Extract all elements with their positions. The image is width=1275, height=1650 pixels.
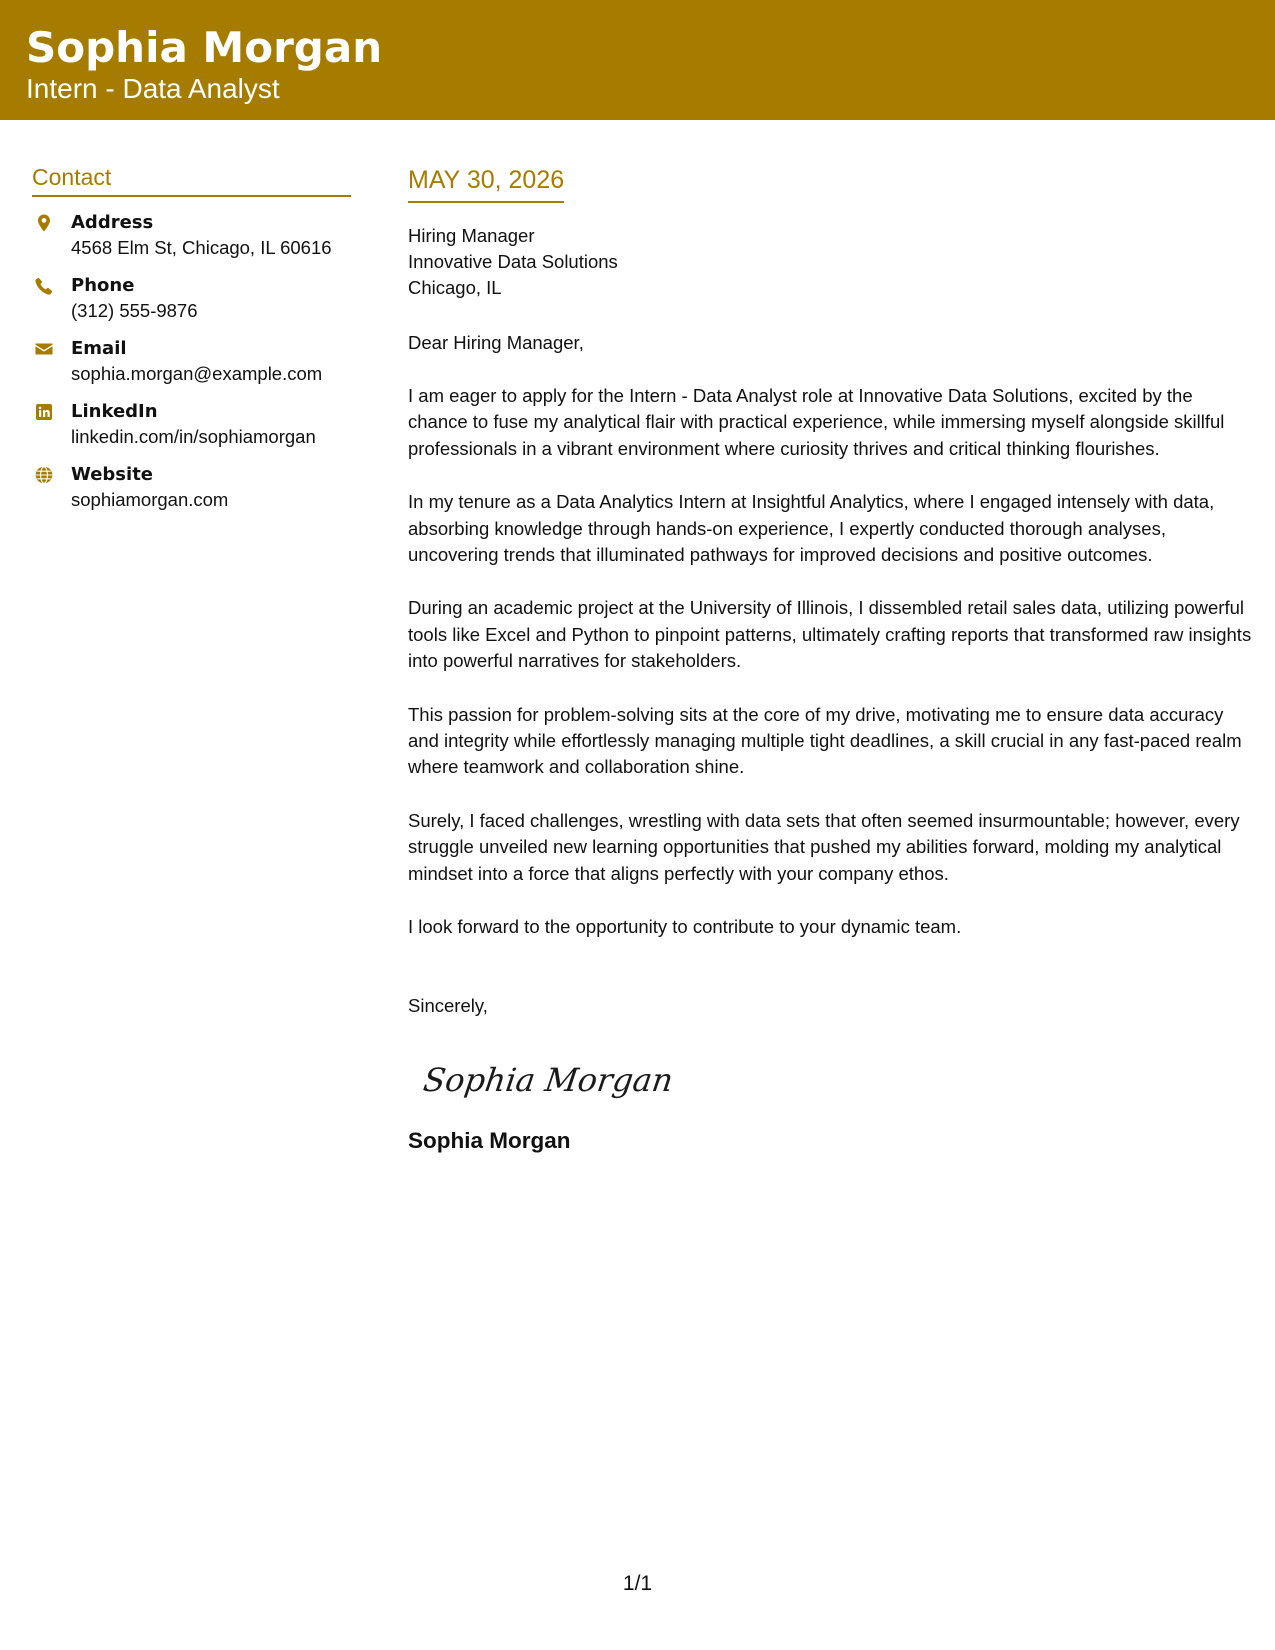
contact-value-website: sophiamorgan.com xyxy=(71,489,229,510)
letter-paragraph: Surely, I faced challenges, wrestling with data sets that often seemed insurmountable; however, every struggle unveiled new learning opportunities that pushed my abilities forward, molding my analytical mindset into a force that aligns perfectly with your company ethos. xyxy=(408,809,1240,884)
contact-item-address xyxy=(32,210,352,273)
contact-label-linkedin: LinkedIn xyxy=(71,401,158,422)
handwritten-signature xyxy=(418,1049,678,1109)
recipient-line: Hiring Manager xyxy=(408,225,535,246)
contact-item-linkedin xyxy=(32,399,352,462)
letter-paragraph: During an academic project at the University of Illinois, I dissembled retail sales data, utilizing powerful tools like Excel and Python to pinpoint patterns, ultimately crafting reports that transformed raw insights into powerful narratives for stakeholders. xyxy=(408,597,1252,672)
signer-name: Sophia Morgan xyxy=(408,1127,571,1153)
contact-value-linkedin: linkedin.com/in/sophiamorgan xyxy=(71,426,316,447)
contact-heading: Contact xyxy=(32,162,351,197)
contact-label-website: Website xyxy=(71,464,154,485)
signature-text: Sophia Morgan xyxy=(420,1060,676,1099)
map-pin-icon xyxy=(34,213,54,233)
contact-item-website xyxy=(32,462,352,525)
globe-icon xyxy=(34,465,54,485)
recipient-line: Innovative Data Solutions xyxy=(408,251,618,272)
recipient-line: Chicago, IL xyxy=(408,277,502,298)
contact-sidebar xyxy=(32,162,352,525)
closing: Sincerely, xyxy=(408,994,488,1016)
contact-item-email xyxy=(32,336,352,399)
letter-date: MAY 30, 2026 xyxy=(408,166,565,194)
letter-header xyxy=(0,0,1275,120)
salutation: Dear Hiring Manager, xyxy=(408,332,584,353)
contact-item-phone xyxy=(32,273,352,336)
letter-paragraph: In my tenure as a Data Analytics Intern at Insightful Analytics, where I engaged intensely with data, absorbing knowledge through hands-on experience, I expertly conducted thorough analyses, uncovering trends that illuminated pathways for improved decisions and positive outcomes. xyxy=(408,491,1215,566)
letter-paragraph: I look forward to the opportunity to contribute to your dynamic team. xyxy=(408,916,962,938)
letter-paragraph: I am eager to apply for the Intern - Data Analyst role at Innovative Data Solutions, excited by the chance to fuse my analytical flair with practical experience, while immersing myself alongside skillful professionals in a vibrant environment where curiosity thrives and critical thinking flourishes. xyxy=(408,385,1225,459)
applicant-name: Sophia Morgan xyxy=(26,23,383,72)
contact-list xyxy=(32,210,352,525)
contact-value-address: 4568 Elm St, Chicago, IL 60616 xyxy=(71,237,332,258)
envelope-icon xyxy=(34,339,54,359)
linkedin-icon xyxy=(34,402,54,422)
recipient-block xyxy=(408,223,1253,301)
contact-label-email: Email xyxy=(71,338,127,359)
phone-icon xyxy=(34,276,54,296)
contact-label-phone: Phone xyxy=(71,275,135,296)
contact-label-address: Address xyxy=(71,212,154,233)
letter-body xyxy=(408,164,1253,1156)
date-block xyxy=(408,164,564,203)
applicant-role: Intern - Data Analyst xyxy=(26,73,280,104)
letter-paragraph: This passion for problem-solving sits at the core of my drive, motivating me to ensure data accuracy and integrity while effortlessly managing multiple tight deadlines, a skill crucial in any fast-paced realm where teamwork and collaboration shine. xyxy=(408,703,1242,778)
page-number: 1/1 xyxy=(622,1572,653,1595)
contact-value-phone: (312) 555-9876 xyxy=(71,300,198,321)
contact-value-email: sophia.morgan@example.com xyxy=(71,363,323,384)
